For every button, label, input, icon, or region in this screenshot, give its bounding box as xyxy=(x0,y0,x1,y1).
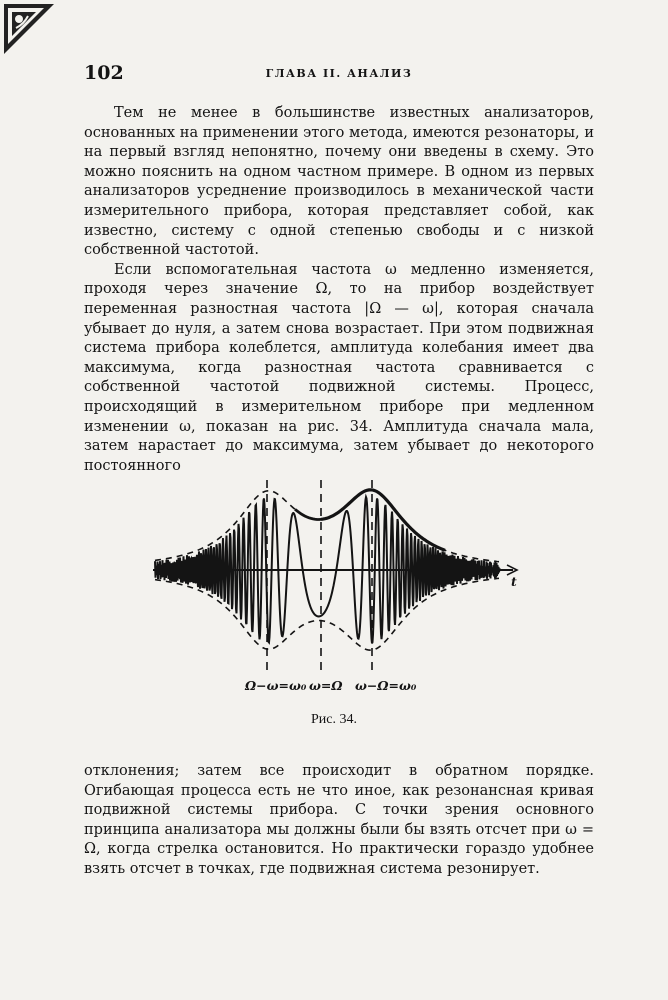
label-omega-minus-right: ω−Ω=ω₀ xyxy=(355,678,417,693)
text-block-top xyxy=(84,104,594,476)
label-omega-equal: ω=Ω xyxy=(309,678,343,693)
running-head: ГЛАВА II. АНАЛИЗ xyxy=(265,67,413,80)
axis-label-t: t xyxy=(511,574,517,589)
figure-caption: Рис. 34. xyxy=(311,712,357,727)
text-block-bottom xyxy=(84,762,594,880)
page-header xyxy=(84,62,594,86)
envelope-peak-left xyxy=(295,509,321,519)
page-number: 102 xyxy=(84,62,124,84)
label-omega-minus-left: Ω−ω=ω₀ xyxy=(245,678,307,693)
paragraph-2: Если вспомогательная частота ω медленно изменяется, проходя через значение Ω, то на прибор воздействует переменная разностная частота |Ω — ω|, которая сначала убывает до нуля, а затем снова возрастает. При этом подвижная система прибора колеблется, амплитуда колебания имеет два максимума, когда разностная частота сравнивается с собственной частотой подвижной системы. Процесс, происходящий в измерительном приборе при медленном изменении ω, показан на рис. 34. Амплитуда сначала мала, затем нарастает до максимума, затем убывает до некоторого постоянного xyxy=(84,261,594,474)
paragraph-1: Тем не менее в большинстве известных анализаторов, основанных на применении этого метода, имеются резонаторы, и на первый взгляд непонятно, почему они введены в схему. Это можно пояснить на одном частном примере. В одном из первых анализаторов усреднение производилось в механической части измерительного прибора, которая представляет собой, как известно, систему с одной степенью свободы и с низкой собственной частотой. xyxy=(84,105,594,259)
paragraph-3: отклонения; затем все происходит в обратном порядке. Огибающая процесса есть не что иное, как резонансная кривая подвижной системы прибора. С точки зрения основного принципа анализатора мы должны были бы взять отсчет при ω = Ω, когда стрелка остановится. Но практически гораздо удобнее взять отсчет в точках, где подвижная система резонирует. xyxy=(84,763,594,877)
figure-34 xyxy=(145,472,525,702)
corner-ornament-icon xyxy=(4,4,54,54)
